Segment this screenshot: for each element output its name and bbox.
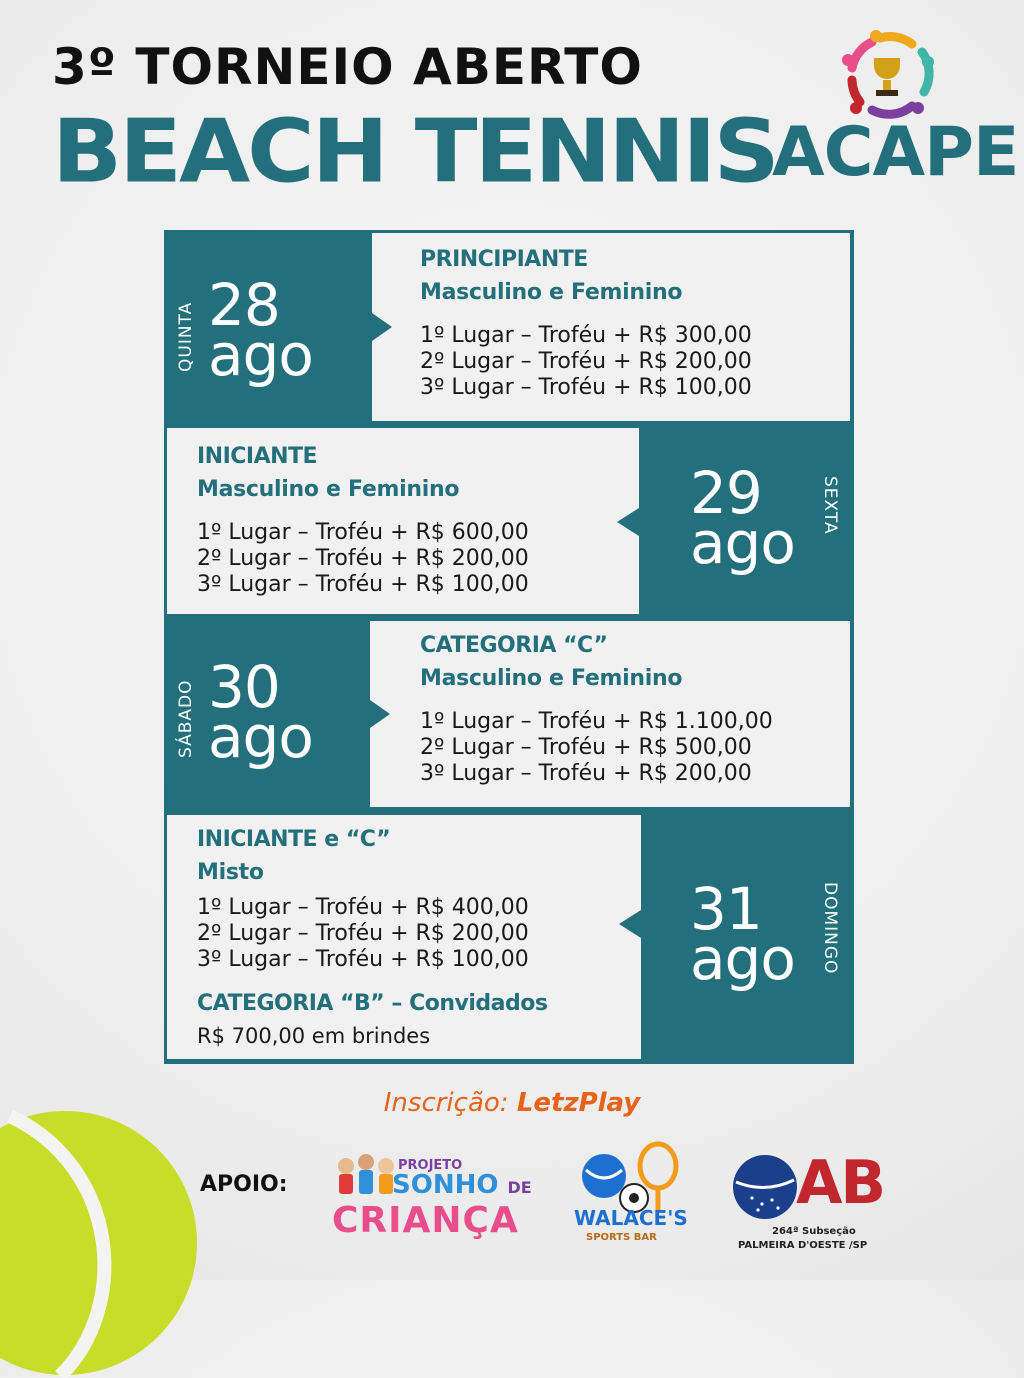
prize-2: 2º Lugar – Troféu + R$ 200,00 <box>197 921 529 946</box>
card-subtitle: Masculino e Feminino <box>420 666 683 691</box>
prize-3: 3º Lugar – Troféu + R$ 100,00 <box>420 375 752 400</box>
card-subtitle: Masculino e Feminino <box>420 280 683 305</box>
projeto-sonho-logo <box>332 1150 532 1245</box>
card-category: PRINCIPIANTE <box>420 247 588 272</box>
oab-logo <box>732 1148 902 1257</box>
prize-2: 2º Lugar – Troféu + R$ 500,00 <box>420 735 752 760</box>
date-block <box>690 459 795 577</box>
oab-line2: PALMEIRA D'OESTE /SP <box>738 1240 868 1251</box>
card-pointer <box>372 313 392 341</box>
acape-logo <box>772 28 1019 192</box>
prize-list <box>197 895 547 973</box>
date-day: 31 <box>690 875 762 943</box>
weekday-label: SEXTA <box>820 476 840 535</box>
registration-label: Inscrição: <box>383 1088 509 1118</box>
prize-1: 1º Lugar – Troféu + R$ 300,00 <box>420 323 752 348</box>
extra-category: CATEGORIA “B” – Convidados <box>197 991 548 1016</box>
walaces-name: WALACE'S <box>574 1206 688 1230</box>
prize-3: 3º Lugar – Troféu + R$ 100,00 <box>197 572 529 597</box>
date-day: 28 <box>208 271 280 339</box>
prize-list <box>197 520 529 598</box>
weekday-label: QUINTA <box>176 301 196 372</box>
schedule-card-4 <box>167 815 641 1059</box>
prize-3: 3º Lugar – Troféu + R$ 100,00 <box>197 947 529 972</box>
title-line1: 3º TORNEIO ABERTO <box>52 38 643 96</box>
children-icon <box>334 1152 398 1202</box>
oab-line1: 264ª Subseção <box>772 1226 856 1237</box>
projeto-line2a: SONHO <box>392 1170 499 1200</box>
globe-icon <box>732 1154 798 1220</box>
prize-3: 3º Lugar – Troféu + R$ 200,00 <box>420 761 752 786</box>
card-pointer <box>370 700 390 728</box>
date-block <box>208 653 313 771</box>
weekday-label: SÁBADO <box>176 679 196 758</box>
schedule-board <box>164 230 854 1064</box>
schedule-card-2 <box>167 428 639 614</box>
date-month: ago <box>690 509 795 577</box>
projeto-line2b: DE <box>507 1178 532 1197</box>
prize-1: 1º Lugar – Troféu + R$ 600,00 <box>197 520 529 545</box>
date-day: 30 <box>208 653 280 721</box>
weekday-label: DOMINGO <box>820 882 840 975</box>
acape-logo-text: ACAPE <box>772 113 1019 192</box>
prize-2: 2º Lugar – Troféu + R$ 200,00 <box>197 546 529 571</box>
registration-platform-link[interactable]: LetzPlay <box>516 1088 641 1118</box>
card-pointer <box>617 508 639 536</box>
projeto-line3: CRIANÇA <box>332 1200 519 1241</box>
date-block <box>208 271 313 389</box>
schedule-card-3 <box>370 621 850 807</box>
prize-list <box>420 709 773 787</box>
date-day: 29 <box>690 459 762 527</box>
prize-1: 1º Lugar – Troféu + R$ 1.100,00 <box>420 709 773 734</box>
oab-letters: AB <box>796 1148 885 1218</box>
date-month: ago <box>208 703 313 771</box>
card-pointer <box>619 910 641 938</box>
date-month: ago <box>208 321 313 389</box>
tennis-ball-icon <box>0 1108 200 1378</box>
card-subtitle: Misto <box>197 860 264 885</box>
title-line2: BEACH TENNIS <box>52 100 777 203</box>
prize-list <box>420 323 752 401</box>
sponsors-label: APOIO: <box>200 1172 288 1197</box>
card-category: INICIANTE e “C” <box>197 827 391 852</box>
projeto-line1: PROJETO <box>398 1158 463 1173</box>
extra-prize: R$ 700,00 em brindes <box>197 1024 431 1048</box>
prize-1: 1º Lugar – Troféu + R$ 400,00 <box>197 895 529 920</box>
date-block <box>690 875 795 993</box>
walaces-sub: SPORTS BAR <box>586 1232 657 1243</box>
card-subtitle: Masculino e Feminino <box>197 477 460 502</box>
card-category: CATEGORIA “C” <box>420 633 608 658</box>
schedule-card-1 <box>372 233 850 421</box>
walaces-logo <box>572 1140 692 1260</box>
date-month: ago <box>690 925 795 993</box>
card-category: INICIANTE <box>197 444 318 469</box>
prize-2: 2º Lugar – Troféu + R$ 200,00 <box>420 349 752 374</box>
